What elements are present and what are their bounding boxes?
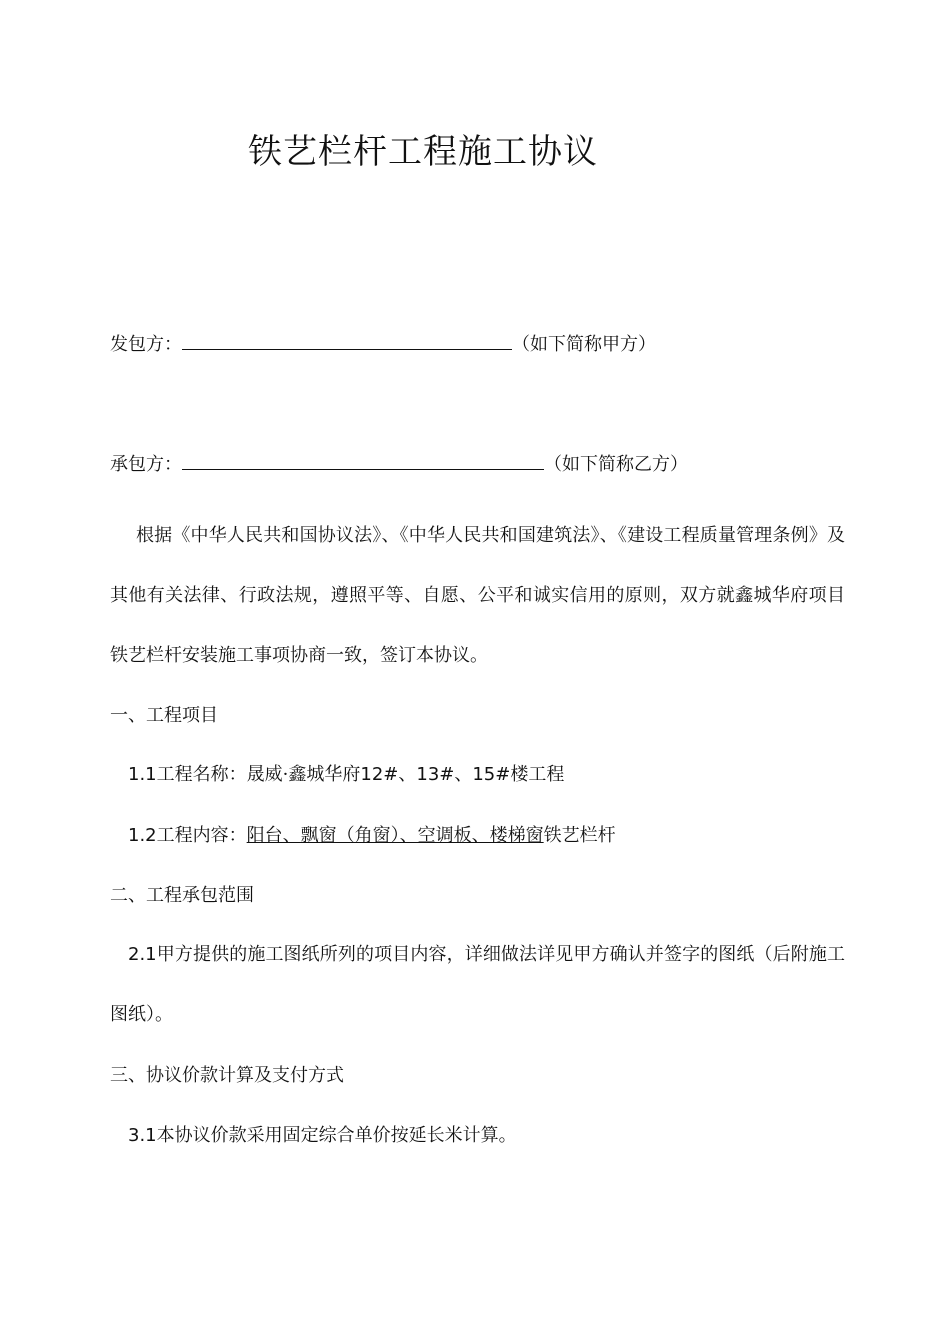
section1-item2 bbox=[128, 824, 616, 848]
item-number: 2.1 bbox=[128, 944, 157, 965]
section3-item1 bbox=[128, 1124, 517, 1148]
item-number: 3.1 bbox=[128, 1125, 157, 1146]
party-a-blank[interactable] bbox=[182, 333, 512, 350]
item-suffix: 楼工程 bbox=[510, 764, 565, 785]
party-b-line bbox=[110, 453, 688, 477]
item-suffix: 铁艺栏杆 bbox=[543, 825, 616, 846]
section1-heading: 一、工程项目 bbox=[110, 705, 218, 726]
party-a-line bbox=[110, 333, 656, 357]
section3-heading: 三、协议价款计算及支付方式 bbox=[110, 1065, 344, 1086]
party-a-label: 发包方： bbox=[110, 334, 182, 355]
work-content-underlined: 阳台、飘窗（角窗）、空调板、楼梯窗 bbox=[246, 825, 544, 846]
section2-heading: 二、工程承包范围 bbox=[110, 885, 254, 906]
item-text: 甲方提供的施工图纸所列的项目内容，详细做法详见甲方确认并签字的图纸（后附施工图纸）。 bbox=[110, 944, 845, 1025]
preamble-paragraph: 根据《中华人民共和国协议法》、《中华人民共和国建筑法》、《建设工程质量管理条例》及其他有关法律、行政法规，遵照平等、自愿、公平和诚实信用的原则，双方就鑫城华府项目铁艺栏杆安装施工事项协商一致，签订本协议。 bbox=[110, 525, 845, 666]
section2-item1 bbox=[110, 925, 845, 1045]
item-label: 工程名称：晟威·鑫城华府 bbox=[156, 764, 361, 785]
party-b-note: （如下简称乙方） bbox=[544, 454, 688, 475]
party-b-blank[interactable] bbox=[182, 453, 544, 470]
building-numbers: 12#、13#、15# bbox=[360, 764, 511, 785]
document-title: 铁艺栏杆工程施工协议 bbox=[248, 132, 598, 172]
party-b-label: 承包方： bbox=[110, 454, 182, 475]
item-text: 本协议价款采用固定综合单价按延长米计算。 bbox=[156, 1125, 517, 1146]
section1-item1 bbox=[128, 763, 564, 787]
item-label: 工程内容： bbox=[156, 825, 247, 846]
item-number: 1.2 bbox=[128, 825, 157, 846]
party-a-note: （如下简称甲方） bbox=[512, 334, 656, 355]
item-number: 1.1 bbox=[128, 764, 157, 785]
